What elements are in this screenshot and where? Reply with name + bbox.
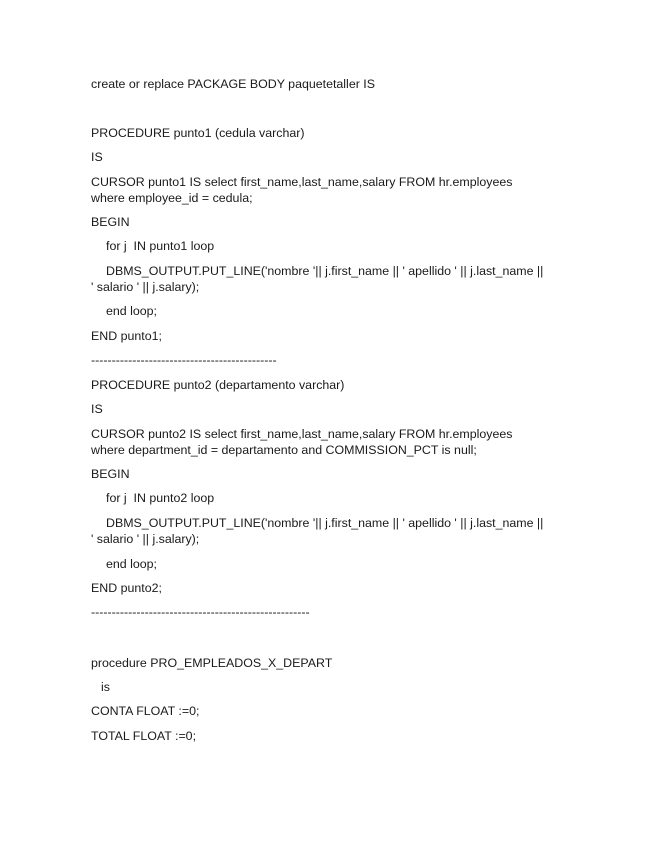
conta-declaration-line: CONTA FLOAT :=0; [91, 704, 200, 718]
begin-line: BEGIN [91, 215, 130, 229]
dbms-output-line: DBMS_OUTPUT.PUT_LINE('nombre '|| j.first_name || ' apellido ' || j.last_name || [106, 264, 544, 278]
end-punto2-line: END punto2; [91, 581, 162, 595]
procedure-punto1-declaration: PROCEDURE punto1 (cedula varchar) [91, 126, 305, 140]
package-header-line: create or replace PACKAGE BODY paquetetaller IS [91, 77, 375, 91]
begin-line: BEGIN [91, 467, 130, 481]
separator-line: --------------------------------------------- [91, 353, 277, 367]
for-loop-line: for j IN punto2 loop [106, 491, 215, 505]
dbms-output-line: DBMS_OUTPUT.PUT_LINE('nombre '|| j.first_name || ' apellido ' || j.last_name || [106, 516, 544, 530]
end-punto1-line: END punto1; [91, 329, 162, 343]
procedure-empleados-declaration: procedure PRO_EMPLEADOS_X_DEPART [91, 656, 333, 670]
dbms-output-continuation-line: ' salario ' || j.salary); [91, 280, 200, 294]
dbms-output-continuation-line: ' salario ' || j.salary); [91, 532, 200, 546]
cursor-punto1-where-line: where employee_id = cedula; [91, 191, 253, 205]
is-keyword-line: is [101, 680, 110, 694]
procedure-punto2-declaration: PROCEDURE punto2 (departamento varchar) [91, 378, 345, 392]
is-keyword-line: IS [91, 150, 103, 164]
cursor-punto2-where-line: where department_id = departamento and COMMISSION_PCT is null; [91, 443, 477, 457]
separator-line: ----------------------------------------------------- [91, 605, 310, 619]
cursor-punto1-line: CURSOR punto1 IS select first_name,last_name,salary FROM hr.employees [91, 175, 513, 189]
total-declaration-line: TOTAL FLOAT :=0; [91, 729, 197, 743]
for-loop-line: for j IN punto1 loop [106, 239, 215, 253]
is-keyword-line: IS [91, 402, 103, 416]
end-loop-line: end loop; [106, 557, 157, 571]
end-loop-line: end loop; [106, 304, 157, 318]
cursor-punto2-line: CURSOR punto2 IS select first_name,last_name,salary FROM hr.employees [91, 427, 513, 441]
